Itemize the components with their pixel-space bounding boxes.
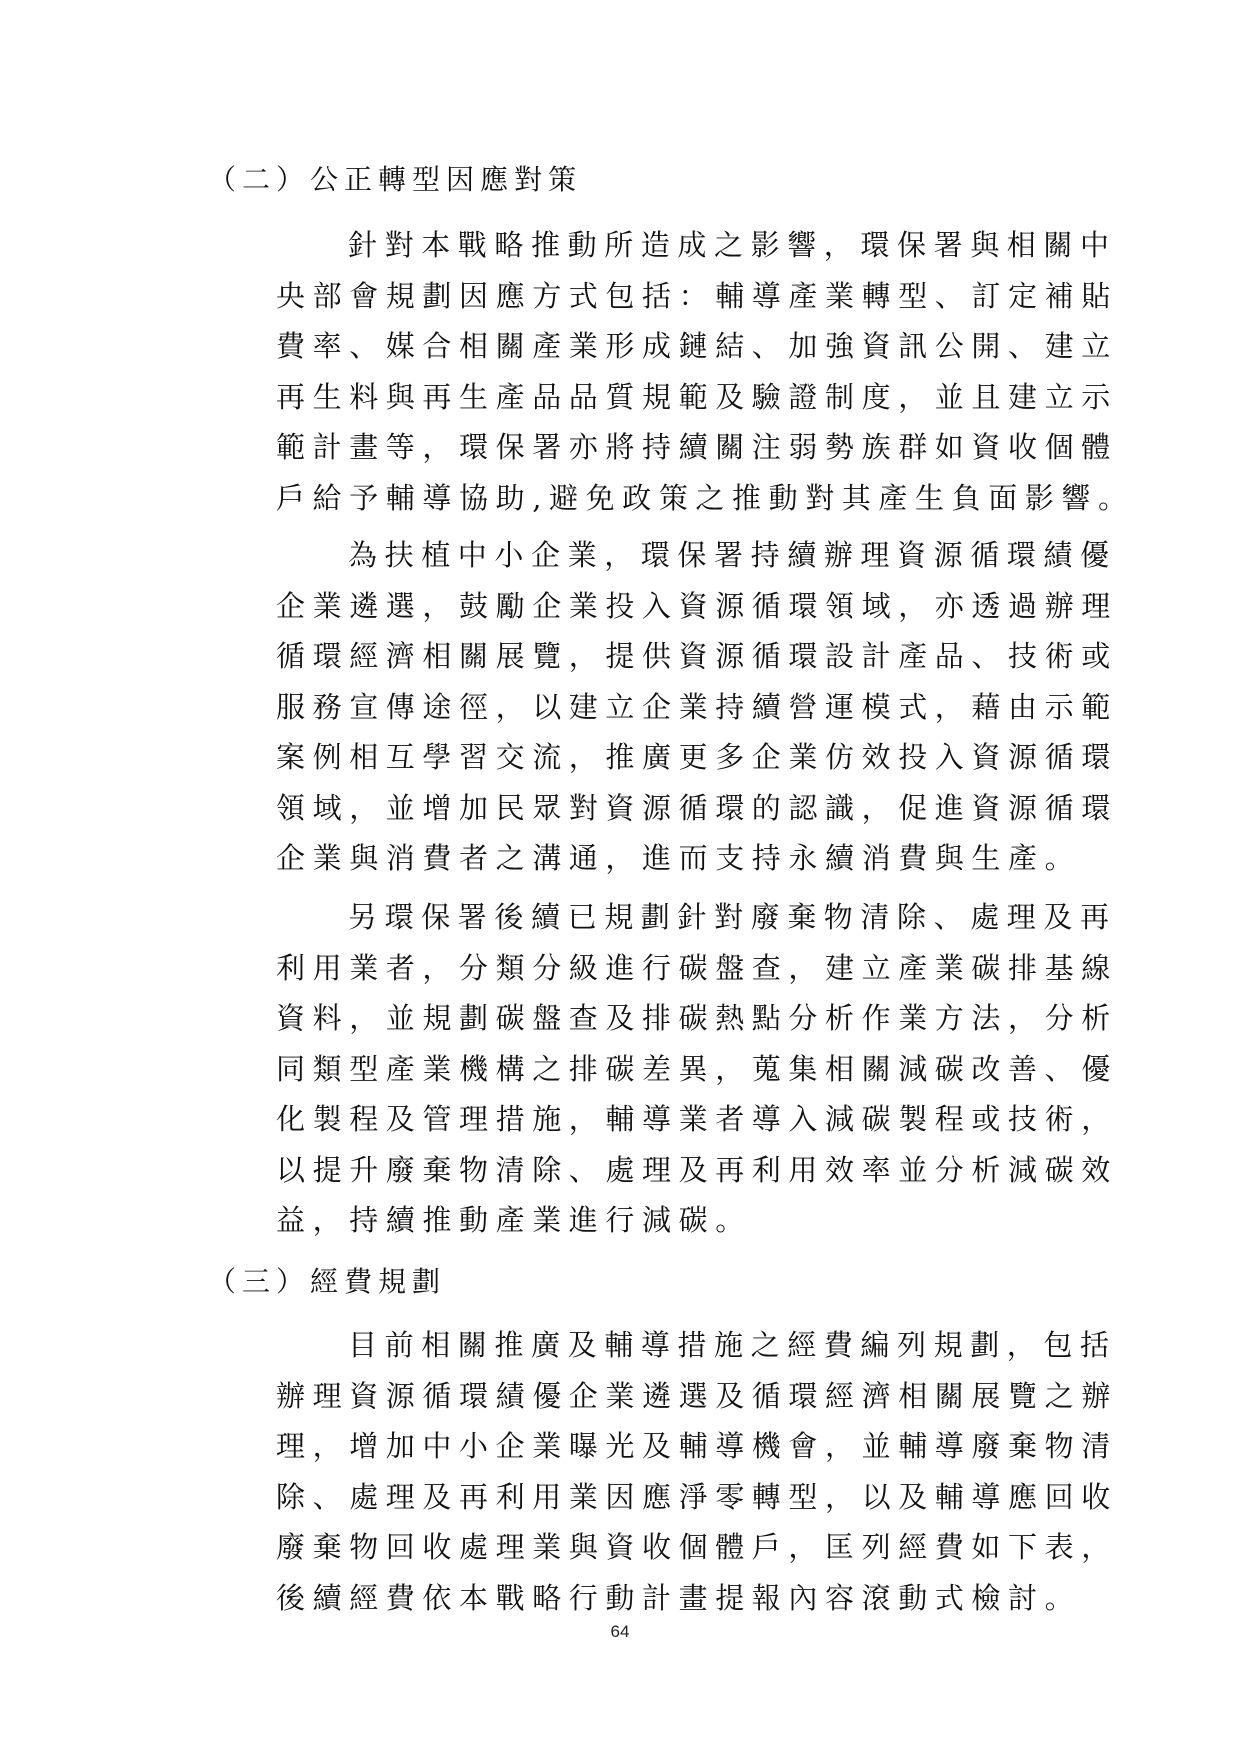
paragraph-line: 廢棄物回收處理業與資收個體戶，匡列經費如下表， bbox=[276, 1530, 1118, 1564]
paragraph-line: 案例相互學習交流，推廣更多企業仿效投入資源循環 bbox=[276, 740, 1118, 774]
paragraph-line: 費率、媒合相關產業形成鏈結、加強資訊公開、建立 bbox=[276, 329, 1118, 363]
paragraph-line: 為扶植中小企業，環保署持續辦理資源循環績優 bbox=[348, 538, 1117, 572]
paragraph-line: 化製程及管理措施，輔導業者導入減碳製程或技術， bbox=[276, 1102, 1118, 1136]
paragraph-line: 除、處理及再利用業因應淨零轉型，以及輔導應回收 bbox=[276, 1479, 1118, 1514]
paragraph-impact-response bbox=[276, 220, 1240, 523]
paragraph-line: 範計畫等，環保署亦將持續關注弱勢族群如資收個體 bbox=[276, 430, 1118, 464]
paragraph-line: 以提升廢棄物清除、處理及再利用效率並分析減碳效 bbox=[276, 1152, 1118, 1187]
paragraph-line: 資料，並規劃碳盤查及排碳熱點分析作業方法，分析 bbox=[276, 1001, 1118, 1035]
paragraph-line: 企業與消費者之溝通，進而支持永續消費與生產。 bbox=[276, 841, 1082, 875]
paragraph-budget bbox=[276, 1320, 1240, 1623]
paragraph-line: 辦理資源循環績優企業遴選及循環經濟相關展覽之辦 bbox=[276, 1378, 1118, 1413]
paragraph-line: 企業遴選，鼓勵企業投入資源循環領域，亦透過辦理 bbox=[276, 588, 1118, 623]
paragraph-line: 戶給予輔導協助,避免政策之推動對其產生負面影響。 bbox=[276, 480, 1135, 515]
paragraph-carbon-inventory bbox=[276, 892, 1240, 1246]
paragraph-line: 領域，並增加民眾對資源循環的認識，促進資源循環 bbox=[276, 790, 1118, 825]
paragraph-line: 服務宣傳途徑，以建立企業持續營運模式，藉由示範 bbox=[276, 689, 1118, 724]
paragraph-line: 益，持續推動產業進行減碳。 bbox=[276, 1203, 752, 1237]
paragraph-line: 利用業者，分類分級進行碳盤查，建立產業碳排基線 bbox=[276, 950, 1118, 985]
paragraph-line: 循環經濟相關展覽，提供資源循環設計產品、技術或 bbox=[276, 639, 1118, 673]
paragraph-line: 央部會規劃因應方式包括：輔導產業轉型、訂定補貼 bbox=[276, 278, 1118, 313]
paragraph-line: 同類型產業機構之排碳差異，蒐集相關減碳改善、優 bbox=[276, 1051, 1118, 1086]
section-heading-just-transition: （二）公正轉型因應對策 bbox=[208, 163, 583, 196]
paragraph-line: 另環保署後續已規劃針對廢棄物清除、處理及再 bbox=[348, 900, 1117, 934]
paragraph-line: 理，增加中小企業曝光及輔導機會，並輔導廢棄物清 bbox=[276, 1429, 1118, 1463]
section-heading-budget-planning: （三）經費規劃 bbox=[208, 1265, 447, 1298]
page-number: 64 bbox=[610, 1622, 630, 1641]
paragraph-line: 目前相關推廣及輔導措施之經費編列規劃，包括 bbox=[348, 1328, 1117, 1362]
paragraph-sme-support bbox=[276, 530, 1240, 884]
paragraph-line: 再生料與再生產品品質規範及驗證制度，並且建立示 bbox=[276, 379, 1118, 414]
paragraph-line: 後續經費依本戰略行動計畫提報內容滾動式檢討。 bbox=[276, 1580, 1082, 1615]
paragraph-line: 針對本戰略推動所造成之影響，環保署與相關中 bbox=[348, 228, 1117, 262]
